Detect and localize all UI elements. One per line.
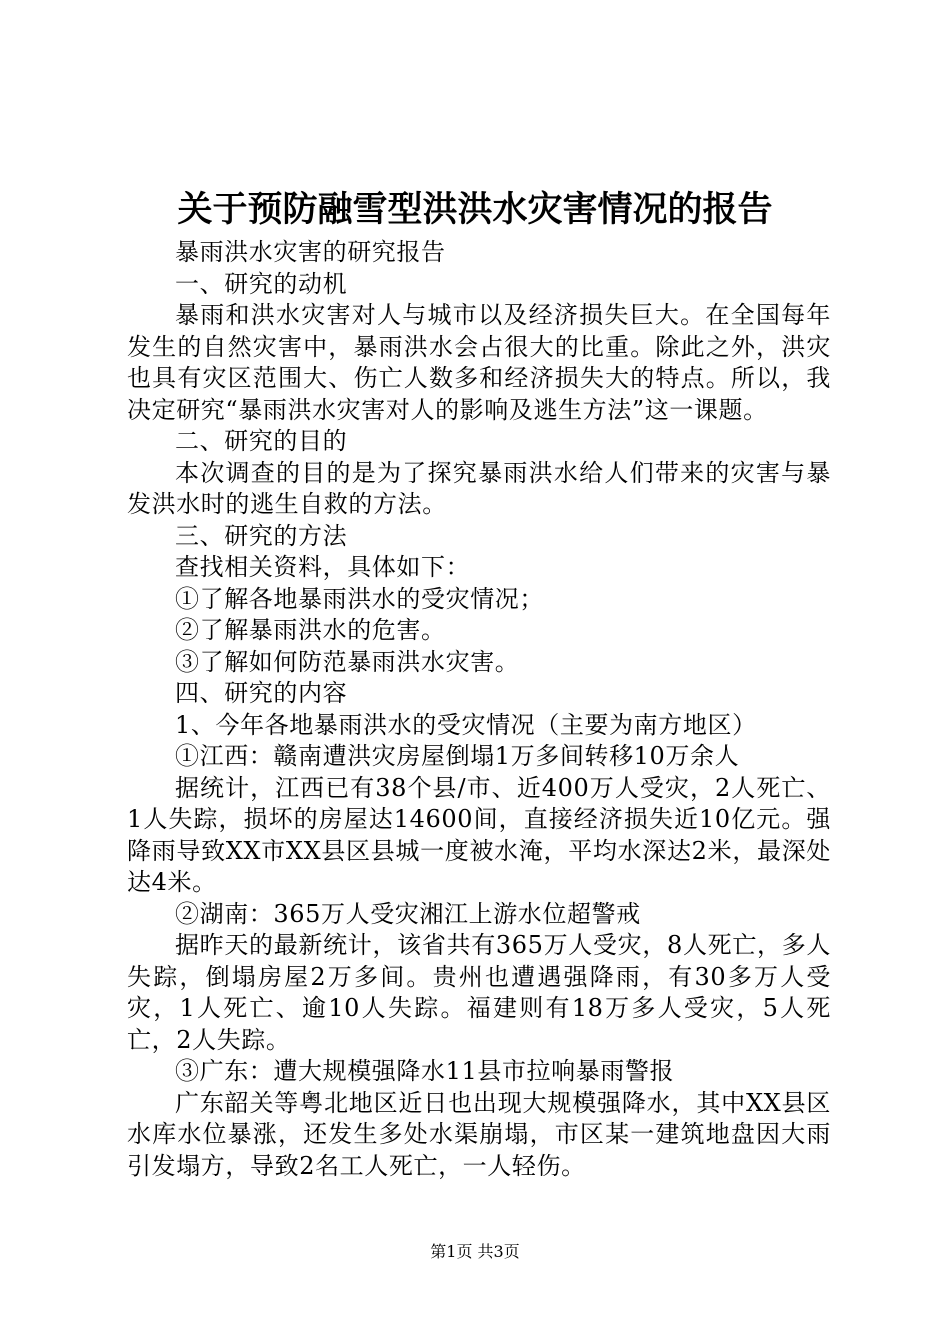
paragraph-jiangxi: 据统计，江西已有38个县/市、近400万人受灾，2人死亡、1人失踪，损坏的房屋达14600间，直接经济损失近10亿元。强降雨导致XX市XX县区县城一度被水淹，平均水深达2米，最深处达4米。 xyxy=(127,773,831,896)
method-item-3: ③了解如何防范暴雨洪水灾害。 xyxy=(175,647,520,676)
section-heading-purpose: 二、研究的目的 xyxy=(175,427,348,455)
document-title: 关于预防融雪型洪洪水灾害情况的报告 xyxy=(177,189,773,230)
method-item-1: ①了解各地暴雨洪水的受灾情况； xyxy=(175,584,544,613)
region-heading-jiangxi: ①江西：赣南遭洪灾房屋倒塌1万多间转移10万余人 xyxy=(175,742,740,770)
region-heading-guangdong: ③广东：遭大规模强降水11县市拉响暴雨警报 xyxy=(175,1057,675,1085)
page-footer: 第1页 共3页 xyxy=(430,1242,520,1261)
subtitle-line: 暴雨洪水灾害的研究报告 xyxy=(175,238,446,266)
subsection-heading-disasters: 1、今年各地暴雨洪水的受灾情况（主要为南方地区） xyxy=(175,710,757,739)
section-heading-method: 三、研究的方法 xyxy=(175,521,348,550)
paragraph-hunan: 据昨天的最新统计，该省共有365万人受灾，8人死亡，多人失踪，倒塌房屋2万多间。贵州也遭遇强降雨，有30多万人受灾，1人死亡、逾10人失踪。福建则有18万多人受灾，5人死亡，2人失踪。 xyxy=(127,931,831,1054)
section-heading-content: 四、研究的内容 xyxy=(175,679,348,707)
paragraph-motivation: 暴雨和洪水灾害对人与城市以及经济损失巨大。在全国每年发生的自然灾害中，暴雨洪水会占很大的比重。除此之外，洪灾也具有灾区范围大、伤亡人数多和经济损失大的特点。所以，我决定研究“暴雨洪水灾害对人的影响及逃生方法”这一课题。 xyxy=(127,301,831,424)
paragraph-purpose: 本次调查的目的是为了探究暴雨洪水给人们带来的灾害与暴发洪水时的逃生自救的方法。 xyxy=(127,458,831,518)
paragraph-method-intro: 查找相关资料，具体如下： xyxy=(175,553,471,581)
method-item-2: ②了解暴雨洪水的危害。 xyxy=(175,616,446,644)
paragraph-guangdong: 广东韶关等粤北地区近日也出现大规模强降水，其中XX县区水库水位暴涨，还发生多处水渠崩塌，市区某一建筑地盘因大雨引发塌方，导致2名工人死亡，一人轻伤。 xyxy=(127,1088,831,1180)
section-heading-motivation: 一、研究的动机 xyxy=(175,269,348,298)
region-heading-hunan: ②湖南：365万人受灾湘江上游水位超警戒 xyxy=(175,899,641,928)
document-body xyxy=(127,237,831,1182)
